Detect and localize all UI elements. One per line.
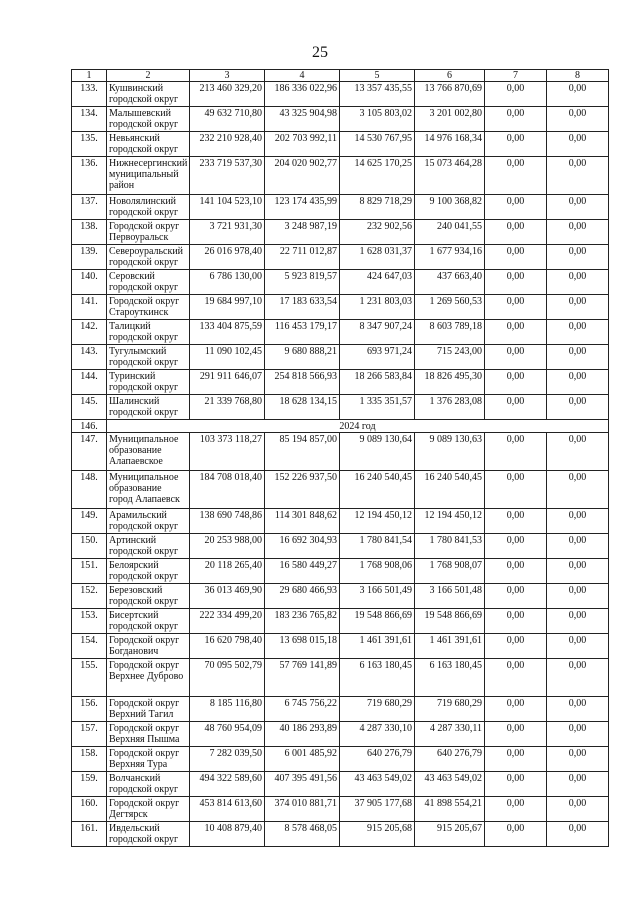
value-col-3: 36 013 469,90 <box>190 584 265 609</box>
value-col-5: 1 768 908,06 <box>340 559 415 584</box>
value-col-7: 0,00 <box>485 509 547 534</box>
value-col-5: 16 240 540,45 <box>340 471 415 509</box>
municipality-name: Ивдельский городской округ <box>107 822 190 847</box>
table-row <box>72 132 609 157</box>
municipality-name: Талицкий городской округ <box>107 320 190 345</box>
value-col-4: 152 226 937,50 <box>265 471 340 509</box>
value-col-3: 10 408 879,40 <box>190 822 265 847</box>
table-row <box>72 82 609 107</box>
municipality-name: Артинский городской округ <box>107 534 190 559</box>
table-row <box>72 220 609 245</box>
value-col-3: 233 719 537,30 <box>190 157 265 195</box>
value-col-4: 202 703 992,11 <box>265 132 340 157</box>
value-col-3: 141 104 523,10 <box>190 195 265 220</box>
column-header: 6 <box>415 70 485 82</box>
value-col-7: 0,00 <box>485 195 547 220</box>
column-numbers-row <box>72 70 609 82</box>
row-number: 145. <box>72 395 107 420</box>
value-col-6: 719 680,29 <box>415 697 485 722</box>
value-col-7: 0,00 <box>485 584 547 609</box>
table-row <box>72 634 609 659</box>
table-row <box>72 195 609 220</box>
municipality-name: Новолялинский городской округ <box>107 195 190 220</box>
municipality-name: Туринский городской округ <box>107 370 190 395</box>
value-col-8: 0,00 <box>547 822 609 847</box>
value-col-6: 1 780 841,53 <box>415 534 485 559</box>
value-col-6: 41 898 554,21 <box>415 797 485 822</box>
value-col-7: 0,00 <box>485 295 547 320</box>
table-row <box>72 395 609 420</box>
row-number: 146. <box>72 420 107 433</box>
value-col-3: 70 095 502,79 <box>190 659 265 697</box>
value-col-5: 1 231 803,03 <box>340 295 415 320</box>
table-row <box>72 797 609 822</box>
table-row <box>72 345 609 370</box>
row-number: 142. <box>72 320 107 345</box>
value-col-7: 0,00 <box>485 370 547 395</box>
value-col-8: 0,00 <box>547 295 609 320</box>
municipality-name: Муниципальное образование город Алапаевск <box>107 471 190 509</box>
municipality-name: Тугулымский городской округ <box>107 345 190 370</box>
row-number: 152. <box>72 584 107 609</box>
value-col-3: 494 322 589,60 <box>190 772 265 797</box>
table-row <box>72 747 609 772</box>
column-header: 1 <box>72 70 107 82</box>
value-col-8: 0,00 <box>547 722 609 747</box>
municipality-name: Арамильский городской округ <box>107 509 190 534</box>
value-col-7: 0,00 <box>485 107 547 132</box>
value-col-8: 0,00 <box>547 433 609 471</box>
column-header: 3 <box>190 70 265 82</box>
value-col-3: 8 185 116,80 <box>190 697 265 722</box>
value-col-4: 40 186 293,89 <box>265 722 340 747</box>
value-col-3: 49 632 710,80 <box>190 107 265 132</box>
value-col-4: 22 711 012,87 <box>265 245 340 270</box>
row-number: 147. <box>72 433 107 471</box>
value-col-6: 240 041,55 <box>415 220 485 245</box>
value-col-8: 0,00 <box>547 395 609 420</box>
row-number: 155. <box>72 659 107 697</box>
value-col-6: 4 287 330,11 <box>415 722 485 747</box>
row-number: 150. <box>72 534 107 559</box>
value-col-8: 0,00 <box>547 659 609 697</box>
value-col-4: 374 010 881,71 <box>265 797 340 822</box>
value-col-7: 0,00 <box>485 722 547 747</box>
municipality-name: Городской округ Первоуральск <box>107 220 190 245</box>
value-col-6: 15 073 464,28 <box>415 157 485 195</box>
value-col-7: 0,00 <box>485 82 547 107</box>
municipality-name: Североуральский городской округ <box>107 245 190 270</box>
table-row <box>72 697 609 722</box>
value-col-6: 3 201 002,80 <box>415 107 485 132</box>
row-number: 159. <box>72 772 107 797</box>
municipality-name: Нижнесергинский муниципальный район <box>107 157 190 195</box>
value-col-6: 915 205,67 <box>415 822 485 847</box>
row-number: 154. <box>72 634 107 659</box>
value-col-5: 37 905 177,68 <box>340 797 415 822</box>
value-col-5: 719 680,29 <box>340 697 415 722</box>
value-col-6: 12 194 450,12 <box>415 509 485 534</box>
value-col-3: 26 016 978,40 <box>190 245 265 270</box>
value-col-8: 0,00 <box>547 509 609 534</box>
table-row <box>72 659 609 697</box>
value-col-6: 6 163 180,45 <box>415 659 485 697</box>
table-row <box>72 822 609 847</box>
value-col-7: 0,00 <box>485 559 547 584</box>
value-col-3: 19 684 997,10 <box>190 295 265 320</box>
row-number: 138. <box>72 220 107 245</box>
value-col-6: 43 463 549,02 <box>415 772 485 797</box>
municipality-name: Городской округ Дегтярск <box>107 797 190 822</box>
value-col-7: 0,00 <box>485 220 547 245</box>
value-col-4: 407 395 491,56 <box>265 772 340 797</box>
column-header: 7 <box>485 70 547 82</box>
column-header: 4 <box>265 70 340 82</box>
table-row <box>72 433 609 471</box>
value-col-4: 9 680 888,21 <box>265 345 340 370</box>
municipality-name: Городской округ Богданович <box>107 634 190 659</box>
value-col-7: 0,00 <box>485 320 547 345</box>
row-number: 141. <box>72 295 107 320</box>
row-number: 151. <box>72 559 107 584</box>
value-col-5: 8 347 907,24 <box>340 320 415 345</box>
value-col-5: 18 266 583,84 <box>340 370 415 395</box>
value-col-3: 11 090 102,45 <box>190 345 265 370</box>
value-col-4: 8 578 468,05 <box>265 822 340 847</box>
value-col-3: 453 814 613,60 <box>190 797 265 822</box>
value-col-4: 16 692 304,93 <box>265 534 340 559</box>
data-table <box>71 69 609 847</box>
value-col-6: 3 166 501,48 <box>415 584 485 609</box>
value-col-8: 0,00 <box>547 772 609 797</box>
value-col-3: 3 721 931,30 <box>190 220 265 245</box>
year-row <box>72 420 609 433</box>
value-col-5: 3 105 803,02 <box>340 107 415 132</box>
value-col-8: 0,00 <box>547 195 609 220</box>
table-row <box>72 295 609 320</box>
value-col-6: 9 089 130,63 <box>415 433 485 471</box>
value-col-3: 20 118 265,40 <box>190 559 265 584</box>
value-col-8: 0,00 <box>547 270 609 295</box>
row-number: 136. <box>72 157 107 195</box>
value-col-4: 29 680 466,93 <box>265 584 340 609</box>
value-col-5: 19 548 866,69 <box>340 609 415 634</box>
table-row <box>72 157 609 195</box>
municipality-name: Серовский городской округ <box>107 270 190 295</box>
value-col-6: 640 276,79 <box>415 747 485 772</box>
table-row <box>72 609 609 634</box>
value-col-5: 232 902,56 <box>340 220 415 245</box>
municipality-name: Бисертский городской округ <box>107 609 190 634</box>
value-col-8: 0,00 <box>547 107 609 132</box>
value-col-4: 204 020 902,77 <box>265 157 340 195</box>
value-col-4: 5 923 819,57 <box>265 270 340 295</box>
row-number: 160. <box>72 797 107 822</box>
value-col-5: 1 335 351,57 <box>340 395 415 420</box>
value-col-7: 0,00 <box>485 747 547 772</box>
value-col-7: 0,00 <box>485 659 547 697</box>
column-header: 5 <box>340 70 415 82</box>
municipality-name: Малышевский городской округ <box>107 107 190 132</box>
municipality-name: Шалинский городской округ <box>107 395 190 420</box>
municipality-name: Городской округ Верхняя Тура <box>107 747 190 772</box>
table-row <box>72 772 609 797</box>
value-col-4: 114 301 848,62 <box>265 509 340 534</box>
municipality-name: Кушвинский городской округ <box>107 82 190 107</box>
value-col-3: 103 373 118,27 <box>190 433 265 471</box>
value-col-3: 213 460 329,20 <box>190 82 265 107</box>
municipality-name: Волчанский городской округ <box>107 772 190 797</box>
municipality-name: Городской округ Верхний Тагил <box>107 697 190 722</box>
value-col-8: 0,00 <box>547 609 609 634</box>
value-col-6: 1 677 934,16 <box>415 245 485 270</box>
row-number: 135. <box>72 132 107 157</box>
value-col-4: 254 818 566,93 <box>265 370 340 395</box>
value-col-5: 693 971,24 <box>340 345 415 370</box>
table-body <box>72 70 609 847</box>
municipality-name: Невьянский городской округ <box>107 132 190 157</box>
value-col-5: 8 829 718,29 <box>340 195 415 220</box>
value-col-6: 18 826 495,30 <box>415 370 485 395</box>
value-col-6: 1 768 908,07 <box>415 559 485 584</box>
value-col-6: 1 269 560,53 <box>415 295 485 320</box>
value-col-7: 0,00 <box>485 634 547 659</box>
row-number: 134. <box>72 107 107 132</box>
table-row <box>72 270 609 295</box>
year-label: 2024 год <box>107 420 609 433</box>
value-col-4: 85 194 857,00 <box>265 433 340 471</box>
municipality-name: Городской округ Верхнее Дуброво <box>107 659 190 697</box>
value-col-6: 14 976 168,34 <box>415 132 485 157</box>
table-row <box>72 534 609 559</box>
value-col-5: 14 530 767,95 <box>340 132 415 157</box>
value-col-7: 0,00 <box>485 797 547 822</box>
value-col-5: 14 625 170,25 <box>340 157 415 195</box>
value-col-4: 18 628 134,15 <box>265 395 340 420</box>
value-col-3: 20 253 988,00 <box>190 534 265 559</box>
value-col-4: 183 236 765,82 <box>265 609 340 634</box>
value-col-4: 17 183 633,54 <box>265 295 340 320</box>
value-col-3: 138 690 748,86 <box>190 509 265 534</box>
value-col-8: 0,00 <box>547 132 609 157</box>
value-col-5: 3 166 501,49 <box>340 584 415 609</box>
value-col-8: 0,00 <box>547 345 609 370</box>
value-col-7: 0,00 <box>485 395 547 420</box>
value-col-5: 1 461 391,61 <box>340 634 415 659</box>
value-col-7: 0,00 <box>485 609 547 634</box>
value-col-7: 0,00 <box>485 697 547 722</box>
value-col-5: 1 780 841,54 <box>340 534 415 559</box>
value-col-6: 715 243,00 <box>415 345 485 370</box>
value-col-3: 222 334 499,20 <box>190 609 265 634</box>
value-col-5: 915 205,68 <box>340 822 415 847</box>
value-col-6: 437 663,40 <box>415 270 485 295</box>
row-number: 133. <box>72 82 107 107</box>
value-col-7: 0,00 <box>485 245 547 270</box>
table-row <box>72 559 609 584</box>
value-col-3: 232 210 928,40 <box>190 132 265 157</box>
value-col-7: 0,00 <box>485 534 547 559</box>
value-col-7: 0,00 <box>485 772 547 797</box>
value-col-5: 43 463 549,02 <box>340 772 415 797</box>
row-number: 139. <box>72 245 107 270</box>
row-number: 156. <box>72 697 107 722</box>
municipality-name: Березовский городской округ <box>107 584 190 609</box>
value-col-7: 0,00 <box>485 270 547 295</box>
value-col-4: 6 001 485,92 <box>265 747 340 772</box>
value-col-4: 123 174 435,99 <box>265 195 340 220</box>
value-col-5: 4 287 330,10 <box>340 722 415 747</box>
value-col-4: 43 325 904,98 <box>265 107 340 132</box>
value-col-8: 0,00 <box>547 634 609 659</box>
table-row <box>72 509 609 534</box>
municipality-name: Городской округ Верхняя Пышма <box>107 722 190 747</box>
row-number: 148. <box>72 471 107 509</box>
row-number: 144. <box>72 370 107 395</box>
column-header: 8 <box>547 70 609 82</box>
row-number: 158. <box>72 747 107 772</box>
municipality-name: Муниципальное образование Алапаевское <box>107 433 190 471</box>
value-col-8: 0,00 <box>547 534 609 559</box>
value-col-6: 1 376 283,08 <box>415 395 485 420</box>
value-col-4: 57 769 141,89 <box>265 659 340 697</box>
value-col-4: 186 336 022,96 <box>265 82 340 107</box>
value-col-4: 16 580 449,27 <box>265 559 340 584</box>
row-number: 149. <box>72 509 107 534</box>
table-row <box>72 471 609 509</box>
row-number: 140. <box>72 270 107 295</box>
row-number: 161. <box>72 822 107 847</box>
value-col-4: 3 248 987,19 <box>265 220 340 245</box>
value-col-5: 1 628 031,37 <box>340 245 415 270</box>
value-col-7: 0,00 <box>485 345 547 370</box>
value-col-8: 0,00 <box>547 245 609 270</box>
value-col-8: 0,00 <box>547 320 609 345</box>
value-col-3: 16 620 798,40 <box>190 634 265 659</box>
value-col-7: 0,00 <box>485 822 547 847</box>
value-col-5: 6 163 180,45 <box>340 659 415 697</box>
municipality-name: Городской округ Староуткинск <box>107 295 190 320</box>
table-row <box>72 584 609 609</box>
row-number: 157. <box>72 722 107 747</box>
value-col-8: 0,00 <box>547 747 609 772</box>
value-col-5: 12 194 450,12 <box>340 509 415 534</box>
value-col-3: 133 404 875,59 <box>190 320 265 345</box>
table-row <box>72 107 609 132</box>
row-number: 137. <box>72 195 107 220</box>
value-col-5: 424 647,03 <box>340 270 415 295</box>
value-col-3: 48 760 954,09 <box>190 722 265 747</box>
value-col-7: 0,00 <box>485 132 547 157</box>
table-row <box>72 245 609 270</box>
value-col-6: 16 240 540,45 <box>415 471 485 509</box>
value-col-8: 0,00 <box>547 584 609 609</box>
value-col-5: 9 089 130,64 <box>340 433 415 471</box>
value-col-3: 21 339 768,80 <box>190 395 265 420</box>
value-col-7: 0,00 <box>485 433 547 471</box>
value-col-7: 0,00 <box>485 471 547 509</box>
value-col-7: 0,00 <box>485 157 547 195</box>
value-col-6: 8 603 789,18 <box>415 320 485 345</box>
value-col-8: 0,00 <box>547 370 609 395</box>
value-col-4: 6 745 756,22 <box>265 697 340 722</box>
value-col-8: 0,00 <box>547 157 609 195</box>
value-col-3: 184 708 018,40 <box>190 471 265 509</box>
column-header: 2 <box>107 70 190 82</box>
municipality-name: Белоярский городской округ <box>107 559 190 584</box>
value-col-3: 291 911 646,07 <box>190 370 265 395</box>
row-number: 143. <box>72 345 107 370</box>
value-col-8: 0,00 <box>547 559 609 584</box>
table-row <box>72 370 609 395</box>
value-col-6: 19 548 866,69 <box>415 609 485 634</box>
value-col-8: 0,00 <box>547 797 609 822</box>
value-col-5: 13 357 435,55 <box>340 82 415 107</box>
page-number: 25 <box>312 44 328 61</box>
value-col-3: 6 786 130,00 <box>190 270 265 295</box>
value-col-8: 0,00 <box>547 697 609 722</box>
value-col-4: 13 698 015,18 <box>265 634 340 659</box>
value-col-4: 116 453 179,17 <box>265 320 340 345</box>
value-col-8: 0,00 <box>547 220 609 245</box>
value-col-5: 640 276,79 <box>340 747 415 772</box>
value-col-3: 7 282 039,50 <box>190 747 265 772</box>
value-col-6: 9 100 368,82 <box>415 195 485 220</box>
value-col-6: 1 461 391,61 <box>415 634 485 659</box>
value-col-8: 0,00 <box>547 471 609 509</box>
row-number: 153. <box>72 609 107 634</box>
value-col-8: 0,00 <box>547 82 609 107</box>
value-col-6: 13 766 870,69 <box>415 82 485 107</box>
table-row <box>72 722 609 747</box>
table-row <box>72 320 609 345</box>
